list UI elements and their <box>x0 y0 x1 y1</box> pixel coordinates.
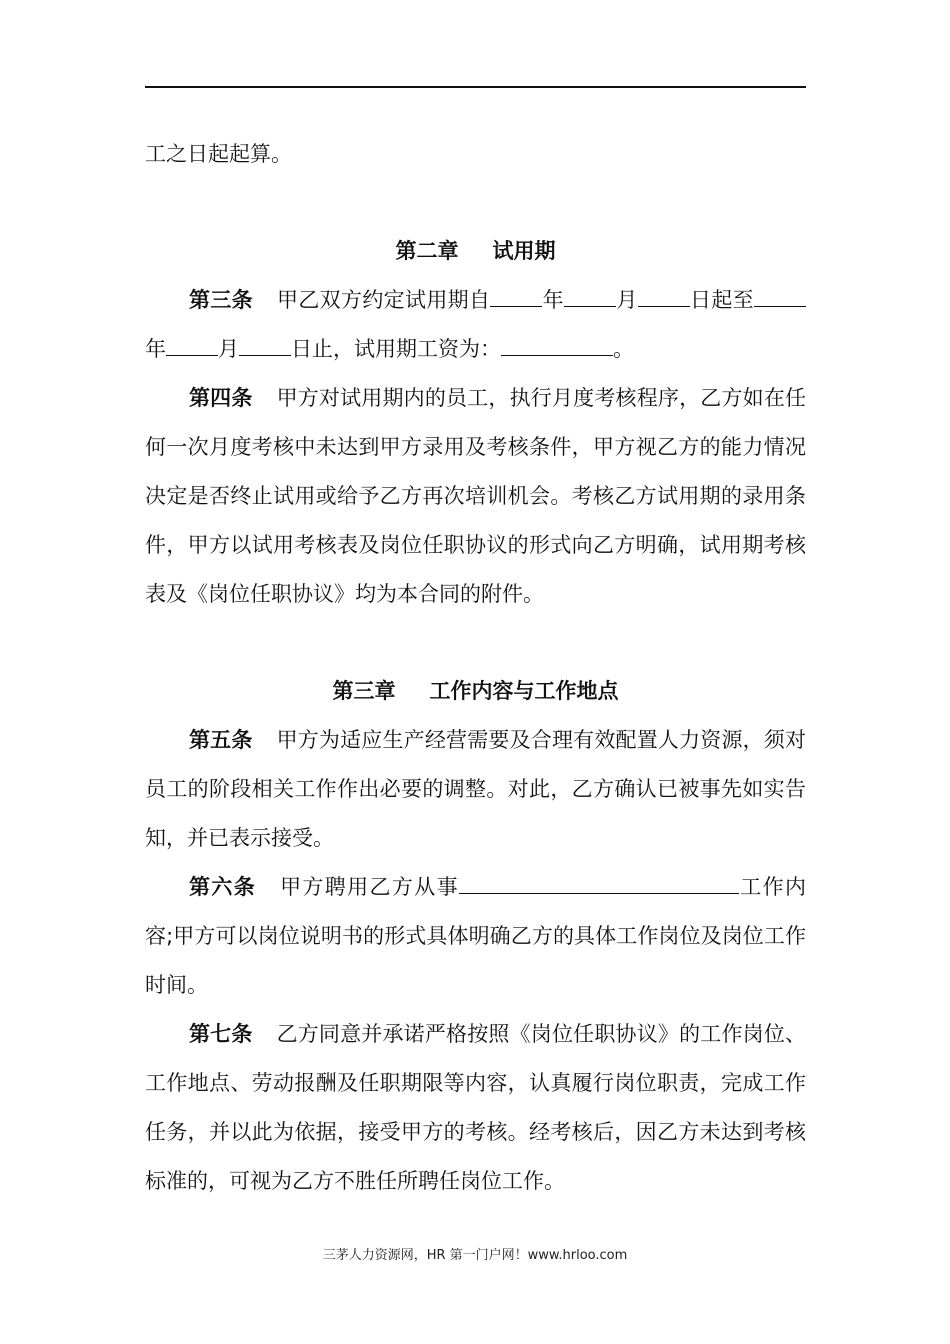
chapter-heading-3 <box>145 667 806 716</box>
chapter-number: 第三章 <box>332 679 396 703</box>
blank-field <box>239 335 291 356</box>
blank-field <box>501 335 613 356</box>
continued-paragraph: 工之日起起算。 <box>145 142 292 166</box>
article-label: 第四条 <box>189 386 253 410</box>
article-6: 第六条 甲方聘用乙方从事 工作内容;甲方可以岗位说明书的形式具体明确乙方的具体工作岗位及岗位工作时间。 <box>145 875 807 997</box>
chapter-heading-2 <box>145 227 806 276</box>
document-body <box>145 130 806 1206</box>
article-5: 第五条 甲方为适应生产经营需要及合理有效配置人力资源，须对员工的阶段相关工作作出必要的调整。对此，乙方确认已被事先如实告知，并已表示接受。 <box>145 728 807 850</box>
article-label: 第六条 <box>189 875 257 899</box>
page-footer: 三茅人力资源网，HR 第一门户网！www.hrloo.com <box>322 1248 628 1263</box>
chapter-number: 第二章 <box>395 239 459 263</box>
article-label: 第三条 <box>189 288 253 312</box>
blank-field <box>564 286 616 307</box>
article-3: 第三条 甲乙双方约定试用期自 年 月 日起至年 月 日止，试用期工资为： 。 <box>145 276 806 374</box>
header-rule <box>145 86 806 88</box>
blank-field <box>754 286 776 307</box>
blank-field <box>776 286 806 307</box>
chapter-title: 工作内容与工作地点 <box>429 679 619 703</box>
article-label: 第五条 <box>189 728 253 752</box>
blank-field <box>459 873 739 894</box>
article-label: 第七条 <box>189 1022 253 1046</box>
article-4: 第四条 甲方对试用期内的员工，执行月度考核程序，乙方如在任何一次月度考核中未达到甲方录用及考核条件，甲方视乙方的能力情况决定是否终止试用或给予乙方再次培训机会。考核乙方试用期的录用条件，甲方以试用考核表及岗位任职协议的形式向乙方明确，试用期考核表及《岗位任职协议》均为本合同的附件。 <box>145 386 807 606</box>
article-7: 第七条 乙方同意并承诺严格按照《岗位任职协议》的工作岗位、工作地点、劳动报酬及任职期限等内容，认真履行岗位职责，完成工作任务，并以此为依据，接受甲方的考核。经考核后，因乙方未达到考核标准的，可视为乙方不胜任所聘任岗位工作。 <box>145 1022 807 1193</box>
blank-field <box>638 286 690 307</box>
blank-field <box>166 335 218 356</box>
chapter-title: 试用期 <box>492 239 556 263</box>
blank-field <box>490 286 542 307</box>
